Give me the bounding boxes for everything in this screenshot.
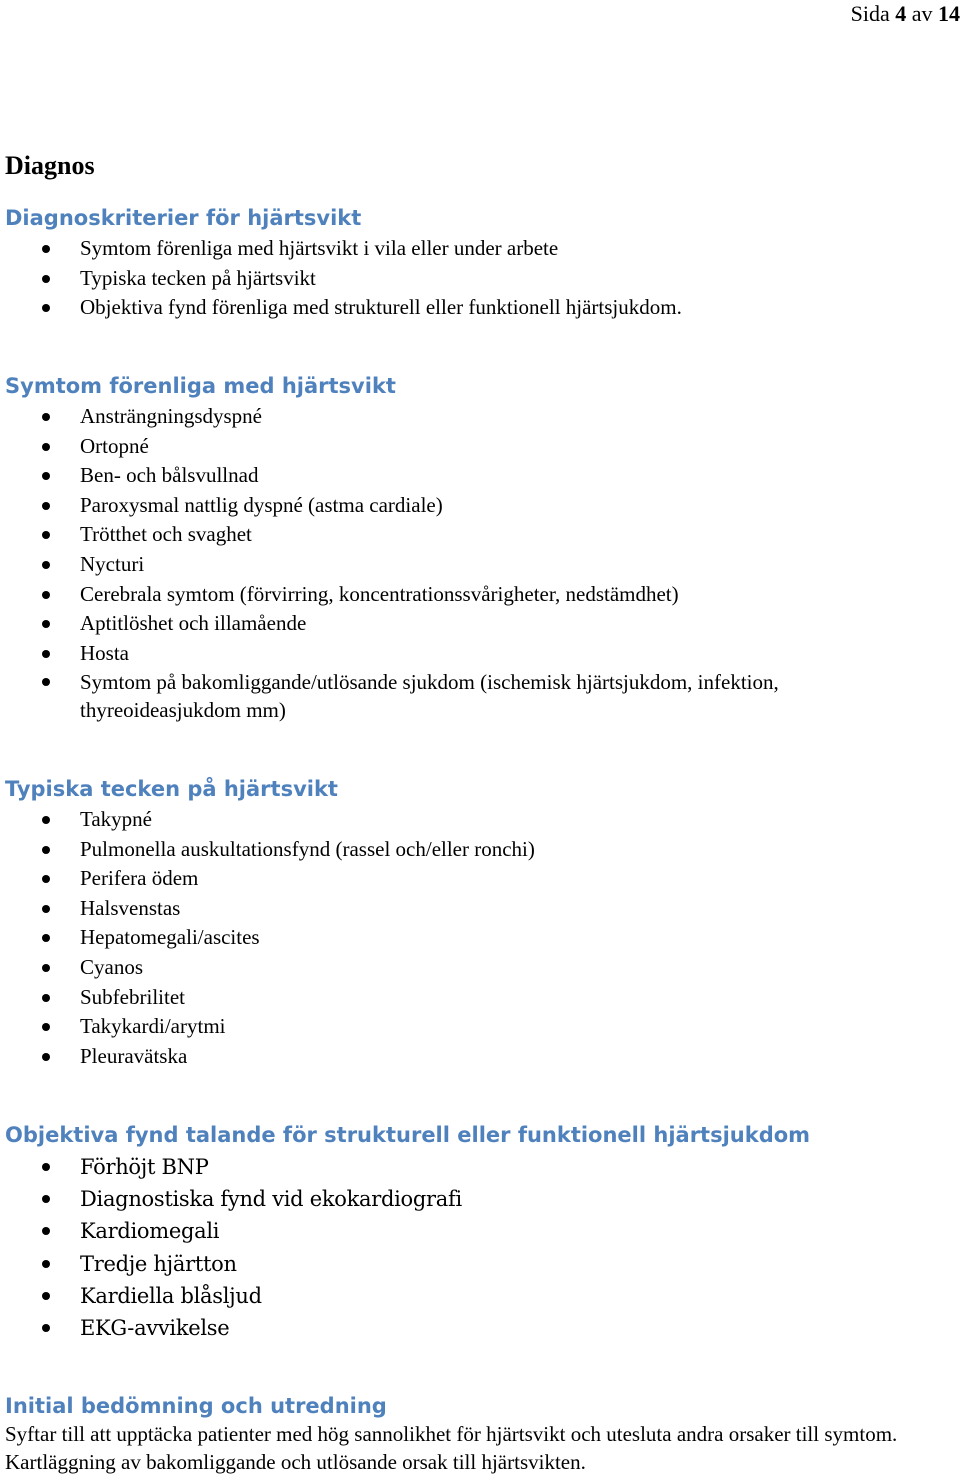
symtom-list [0, 402, 900, 727]
list-item: Pleuravätska [0, 1042, 900, 1072]
list-item: Hosta [0, 639, 900, 669]
page-title: Diagnos [5, 151, 95, 180]
heading-objektiva-fynd: Objektiva fynd talande för strukturell eller funktionell hjärtsjukdom [5, 1123, 811, 1147]
list-item: Hepatomegali/ascites [0, 923, 900, 953]
list-item: Ortopné [0, 432, 900, 462]
list-item: Objektiva fynd förenliga med strukturell eller funktionell hjärtsjukdom. [0, 293, 900, 323]
list-item: Paroxysmal nattlig dyspné (astma cardiale) [0, 491, 900, 521]
list-item: Trötthet och svaghet [0, 520, 900, 550]
list-item: Kardiella blåsljud [0, 1280, 900, 1312]
diagnoskriterier-list [0, 234, 900, 323]
heading-initial-bedomning: Initial bedömning och utredning [5, 1394, 387, 1418]
list-item: Kardiomegali [0, 1215, 900, 1247]
list-item: Halsvenstas [0, 894, 900, 924]
list-item: Diagnostiska fynd vid ekokardiografi [0, 1183, 900, 1215]
heading-typiska-tecken: Typiska tecken på hjärtsvikt [5, 777, 338, 801]
list-item: Subfebrilitet [0, 983, 900, 1013]
list-item: Symtom förenliga med hjärtsvikt i vila eller under arbete [0, 234, 900, 264]
list-item: Typiska tecken på hjärtsvikt [0, 264, 900, 294]
list-item: EKG-avvikelse [0, 1312, 900, 1344]
initial-bedomning-text: Syftar till att upptäcka patienter med hög sannolikhet för hjärtsvikt och utesluta andra orsaker till symtom. Kartläggning av bakomliggande och utlösande orsak till hjärtsvikten. [5, 1422, 898, 1474]
list-item: Ansträngningsdyspné [0, 402, 900, 432]
objektiva-fynd-list [0, 1151, 900, 1344]
list-item: Cerebrala symtom (förvirring, koncentrationssvårigheter, nedstämdhet) [0, 580, 900, 610]
list-item: Tredje hjärtton [0, 1248, 900, 1280]
list-item: Perifera ödem [0, 864, 900, 894]
page-number: Sida 4 av 14 [850, 1, 960, 26]
list-item: Takypné [0, 805, 900, 835]
list-item: Symtom på bakomliggande/utlösande sjukdom (ischemisk hjärtsjukdom, infektion, thyreoideasjukdom mm) [0, 668, 900, 727]
list-item: Nycturi [0, 550, 900, 580]
list-item: Ben- och bålsvullnad [0, 461, 900, 491]
typiska-tecken-list [0, 805, 900, 1071]
heading-symtom: Symtom förenliga med hjärtsvikt [5, 374, 396, 398]
list-item: Pulmonella auskultationsfynd (rassel och/eller ronchi) [0, 835, 900, 865]
list-item: Takykardi/arytmi [0, 1012, 900, 1042]
list-item: Förhöjt BNP [0, 1151, 900, 1183]
list-item: Cyanos [0, 953, 900, 983]
heading-diagnoskriterier: Diagnoskriterier för hjärtsvikt [5, 206, 362, 230]
list-item: Aptitlöshet och illamående [0, 609, 900, 639]
